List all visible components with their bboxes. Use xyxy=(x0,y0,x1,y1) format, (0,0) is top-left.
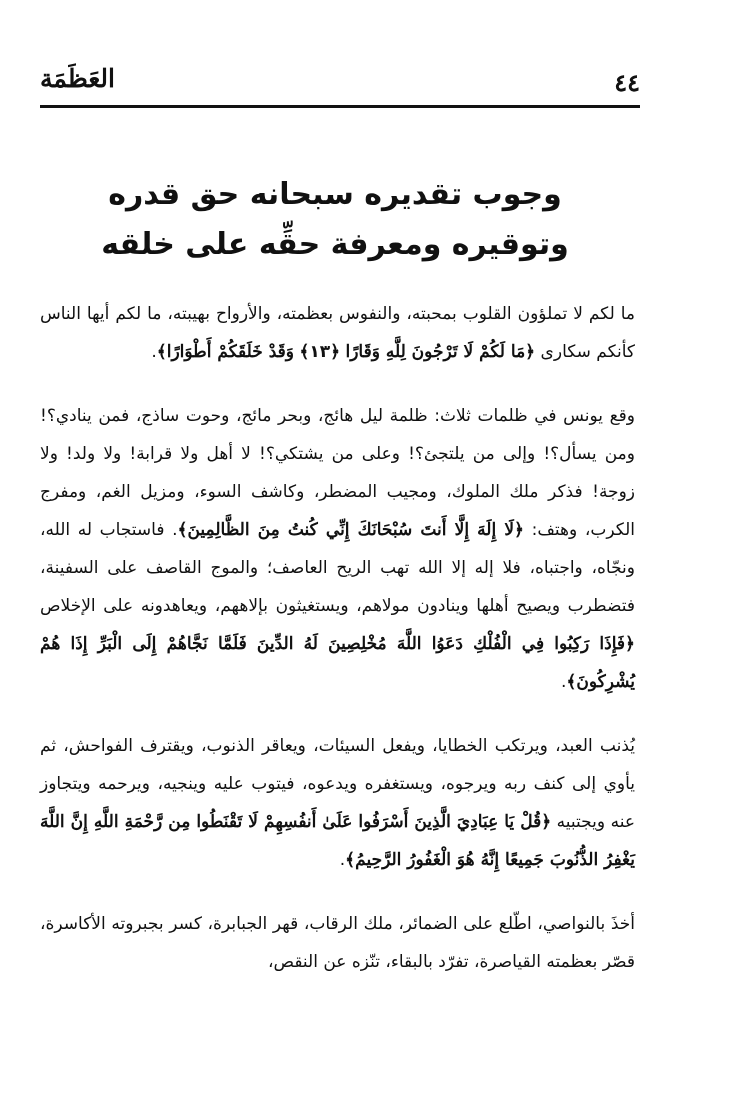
header-rule xyxy=(40,105,640,108)
title-line-1: وجوب تقديره سبحانه حق قدره xyxy=(108,177,562,212)
ayah-number-value: ١٣ xyxy=(309,342,331,362)
title-line-2: وتوقيره ومعرفة حقِّه على خلقه xyxy=(101,227,569,262)
p2-text-1: وقع يونس في ظلمات ثلاث: ظلمة ليل هائج، وبحر مائج، وحوت ساذج، فمن ينادي؟! ومن يسأل؟! وإلى من يلتجئ؟! وعلى من يشتكي؟! لا أهل ولا قرابة! ولا ولد! ولا زوجة! فذكر ملك الملوك، ومجيب المضطر، وكاشف السوء، ومزيل الغم، ومفرج الكرب، وهتف: xyxy=(40,406,635,540)
page-header xyxy=(40,58,640,108)
paragraph-1 xyxy=(40,295,635,371)
paragraph-3 xyxy=(40,727,635,879)
quran-verse-continued: وَقَدْ خَلَقَكُمْ أَطْوَارًا﴾ xyxy=(156,342,294,362)
p1-text: ما لكم لا تملؤون القلوب بمحبته، والنفوس بعظمته، والأرواح بهيبته، ما لكم أيها الناس كأنكم سكارى xyxy=(40,304,635,362)
quran-verse: ﴿قُلْ يَا عِبَادِيَ الَّذِينَ أَسْرَفُوا عَلَىٰ أَنفُسِهِمْ لَا تَقْنَطُوا مِن رَّحْمَةِ اللَّهِ إِنَّ اللَّهَ يَغْفِرُ الذُّنُوبَ جَمِيعًا إِنَّهُ هُوَ الْغَفُورُ الرَّحِيمُ﴾ xyxy=(40,812,635,870)
paragraph-4 xyxy=(40,905,635,981)
quran-verse: ﴿مَا لَكُمْ لَا تَرْجُونَ لِلَّهِ وَقَارًا xyxy=(345,342,536,362)
p2-text-2: . فاستجاب له الله، ونجّاه، واجتباه، فلا إله إلا الله تهب الريح العاصف؛ والموج القاصف على السفينة، فتضطرب ويصيح أهلها وينادون مولاهم، ويستغيثون بإلاههم، ويعاهدونه على الإخلاص xyxy=(40,520,635,616)
p1-end: . xyxy=(151,342,157,362)
p4-text: أخذَ بالنواصي، اطّلع على الضمائر، ملك الرقاب، قهر الجبابرة، كسر بجبروته الأكاسرة، قصّر بعظمته القياصرة، تفرّد بالبقاء، تنّزه عن النقص، xyxy=(40,914,635,972)
page-number: ٤٤ xyxy=(614,68,640,97)
paragraph-2 xyxy=(40,397,635,701)
running-title: العَظَمَة xyxy=(40,64,115,93)
body-text xyxy=(40,295,635,1007)
section-title xyxy=(60,170,610,270)
p3-end: . xyxy=(339,850,346,870)
p3-text: يُذنب العبد، ويرتكب الخطايا، ويفعل السيئات، ويعاقر الذنوب، ويقترف الفواحش، ثم يأوي إلى كنف ربه ويرجوه، ويستغفره ويدعوه، فيتوب عليه وينجيه، ويرحمه ويتجاوز عنه ويجتبيه xyxy=(40,736,635,832)
quran-verse: ﴿لَا إِلَهَ إِلَّا أَنتَ سُبْحَانَكَ إِنِّي كُنتُ مِنَ الظَّالِمِينَ﴾ xyxy=(177,520,524,540)
p2-end: . xyxy=(560,672,567,692)
ayah-number: ﴿١٣﴾ xyxy=(299,342,341,362)
quran-verse: ﴿فَإِذَا رَكِبُوا فِي الْفُلْكِ دَعَوُا اللَّهَ مُخْلِصِينَ لَهُ الدِّينَ فَلَمَّا نَجَّاهُمْ إِلَى الْبَرِّ إِذَا هُمْ يُشْرِكُونَ﴾ xyxy=(40,634,635,692)
